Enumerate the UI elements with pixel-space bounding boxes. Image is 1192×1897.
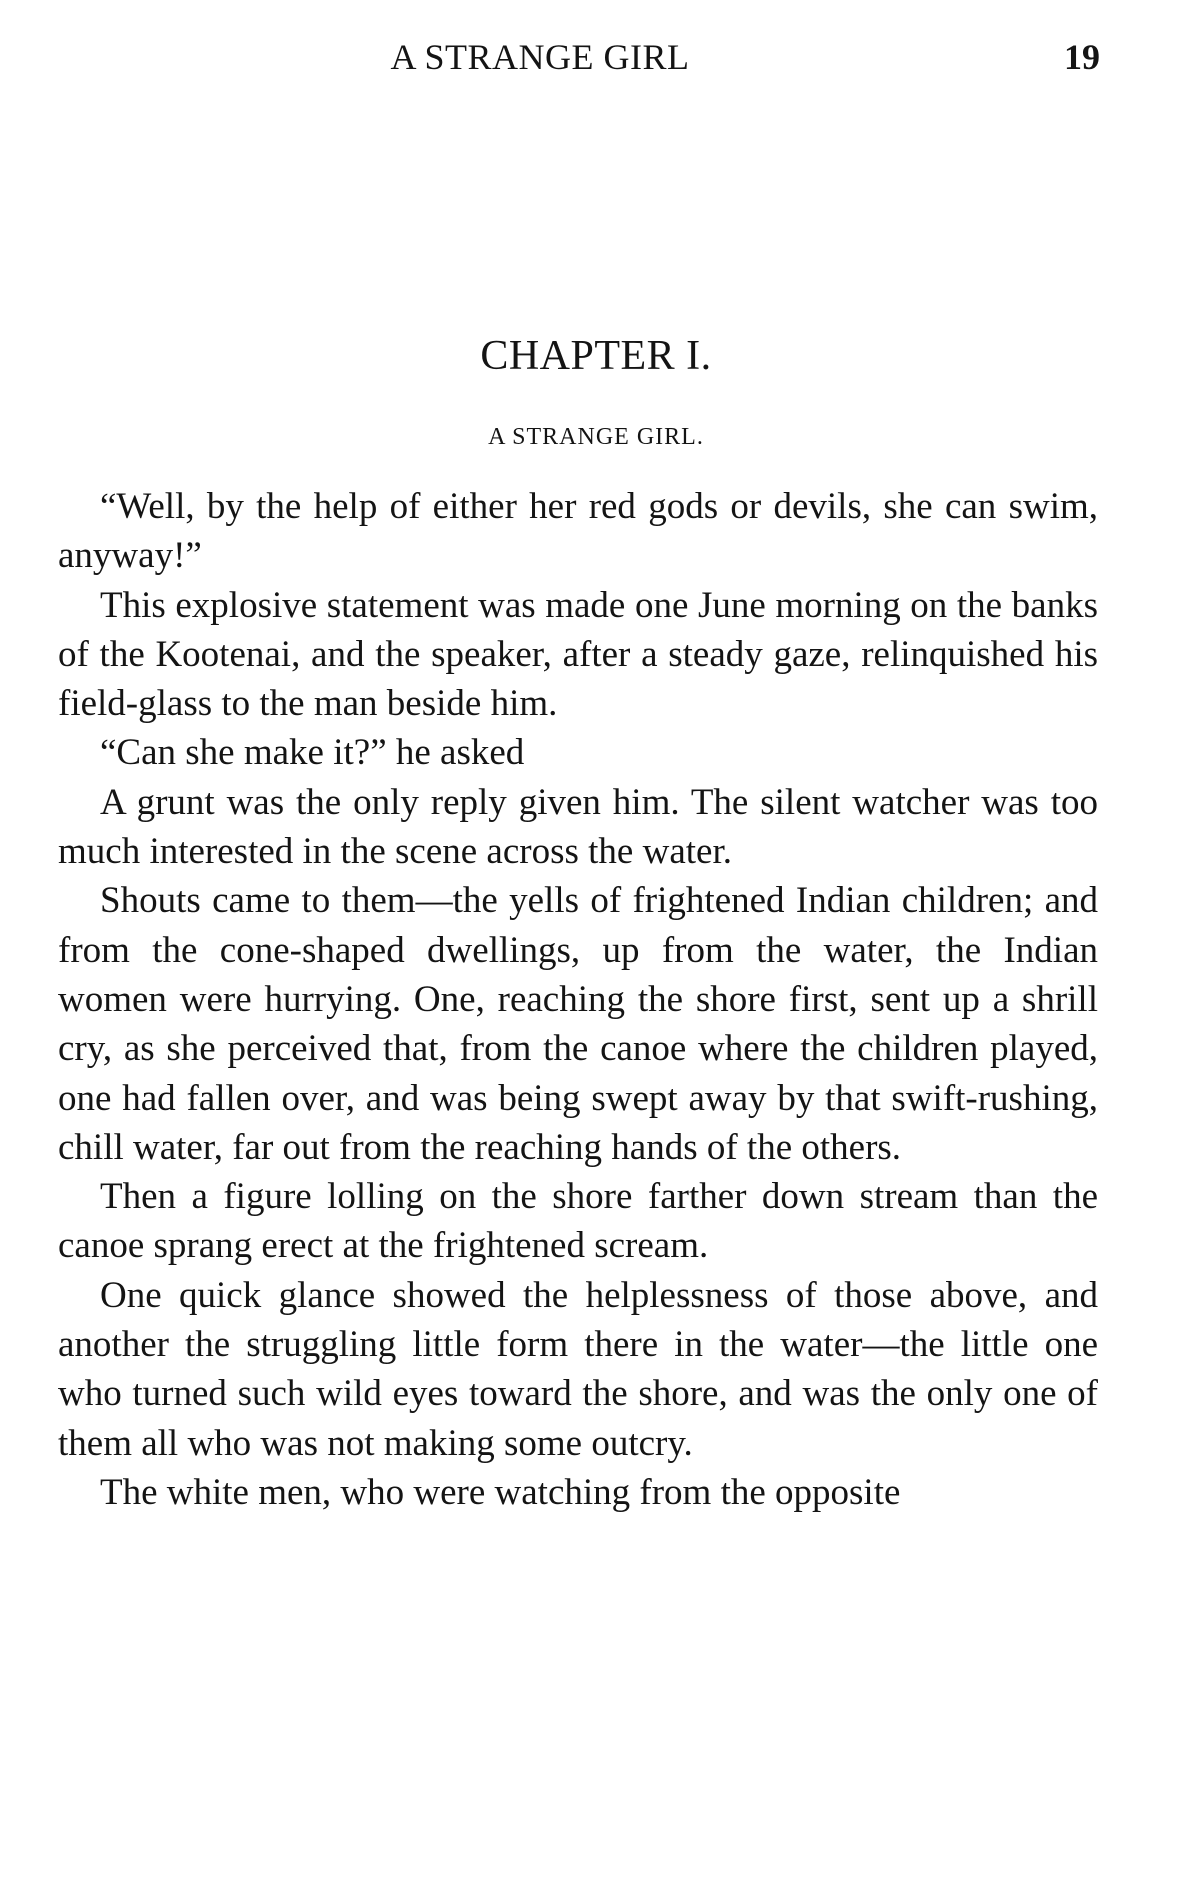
paragraph: Then a figure lolling on the shore farther down stream than the canoe sprang erect at the frightened scream. bbox=[58, 1176, 1098, 1267]
body-text bbox=[58, 482, 1098, 1517]
running-header bbox=[0, 36, 1192, 86]
chapter-title: CHAPTER I. bbox=[480, 333, 712, 379]
paragraph: Shouts came to them—the yells of frightened Indian children; and from the cone-shaped dwellings, up from the water, the Indian women were hurrying. One, reaching the shore first, sent up a shrill cry, as she perceived that, from the canoe where the children played, one had fallen over, and was being swept away by that swift-rushing, chill water, far out from the reaching hands of the others. bbox=[58, 880, 1098, 1168]
paragraph: A grunt was the only reply given him. The silent watcher was too much interested in the scene across the water. bbox=[58, 781, 1098, 873]
paragraph: This explosive statement was made one June morning on the banks of the Kootenai, and the speaker, after a steady gaze, relinquished his field-glass to the man beside him. bbox=[58, 584, 1098, 725]
paragraph: “Can she make it?” he asked bbox=[100, 732, 525, 774]
page-number: 19 bbox=[1064, 37, 1100, 77]
paragraph: The white men, who were watching from the opposite bbox=[100, 1471, 901, 1513]
paragraph: “Well, by the help of either her red gods or devils, she can swim, anyway!” bbox=[58, 486, 1098, 577]
paragraph: One quick glance showed the helplessness of those above, and another the struggling little form there in the water—the little one who turned such wild eyes toward the shore, and was the only one of them all who was not making some outcry. bbox=[58, 1274, 1098, 1464]
running-title: A STRANGE GIRL bbox=[390, 37, 690, 77]
chapter-subtitle: A STRANGE GIRL. bbox=[488, 424, 704, 450]
